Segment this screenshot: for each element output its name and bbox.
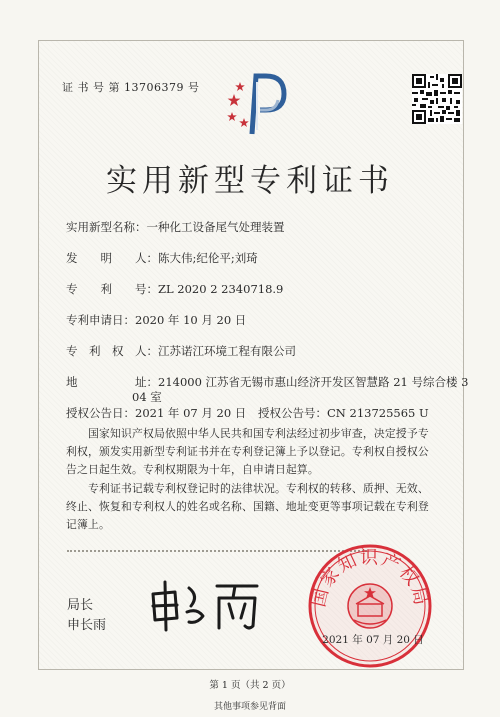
grant-number-value: CN 213725565 U bbox=[327, 406, 429, 420]
inventor-label: 发 明 人： bbox=[66, 251, 158, 265]
qr-code-icon bbox=[412, 74, 462, 124]
handwritten-signature bbox=[145, 578, 265, 636]
model-name-label: 实用新型名称： bbox=[66, 220, 147, 234]
director-name: 申长雨 bbox=[67, 618, 107, 633]
page-title: 实用新型专利证书 bbox=[106, 163, 394, 199]
grant-number-row bbox=[258, 406, 429, 420]
address-line1: 214000 江苏省无锡市惠山经济开发区智慧路 21 号综合楼 3 bbox=[158, 375, 469, 389]
patentee-row bbox=[66, 344, 296, 358]
patentee-value: 江苏诺江环境工程有限公司 bbox=[158, 344, 296, 358]
patent-office-logo-icon bbox=[226, 70, 290, 140]
inventor-value: 陈大伟;纪伦平;刘琦 bbox=[158, 251, 258, 265]
model-name-row bbox=[66, 220, 285, 234]
grant-date-row bbox=[66, 406, 246, 420]
filing-date-row bbox=[66, 313, 246, 327]
filing-date-label: 专利申请日： bbox=[66, 313, 135, 327]
seal-date: 2021 年 07 月 20 日 bbox=[322, 634, 424, 646]
grant-statement-paragraph: 国家知识产权局依照中华人民共和国专利法经过初步审查，决定授予专利权，颁发实用新型专利证书并在专利登记簿上予以登记。专利权自授权公告之日起生效。专利权期限为十年，自申请日起算。 bbox=[66, 427, 429, 476]
address-row bbox=[66, 375, 468, 389]
grant-date-value: 2021 年 07 月 20 日 bbox=[135, 406, 247, 420]
seal-text: 国家知识产权局 bbox=[308, 547, 432, 610]
model-name-value: 一种化工设备尾气处理装置 bbox=[146, 220, 285, 234]
patent-number-row bbox=[66, 282, 283, 296]
legal-status-paragraph: 专利证书记载专利权登记时的法律状况。专利权的转移、质押、无效、终止、恢复和专利权人的姓名或名称、国籍、地址变更等事项记载在专利登记簿上。 bbox=[66, 482, 429, 531]
address-line2: 04 室 bbox=[132, 390, 162, 404]
official-seal bbox=[304, 540, 436, 672]
director-title: 局长 bbox=[67, 598, 94, 613]
inventor-row bbox=[66, 251, 258, 265]
filing-date-value: 2020 年 10 月 20 日 bbox=[135, 313, 247, 327]
address-label: 地 址： bbox=[66, 375, 158, 389]
patent-number-label: 专 利 号： bbox=[66, 282, 158, 296]
grant-date-label: 授权公告日： bbox=[66, 406, 135, 420]
certificate-number: 证 书 号 第 13706379 号 bbox=[62, 81, 200, 94]
grant-number-label: 授权公告号： bbox=[258, 406, 327, 420]
patent-number-value: ZL 2020 2 2340718.9 bbox=[158, 282, 284, 296]
page-number: 第 1 页（共 2 页） bbox=[209, 680, 291, 691]
footer-note: 其他事项参见背面 bbox=[213, 702, 286, 712]
patentee-label: 专 利 权 人： bbox=[66, 344, 158, 358]
